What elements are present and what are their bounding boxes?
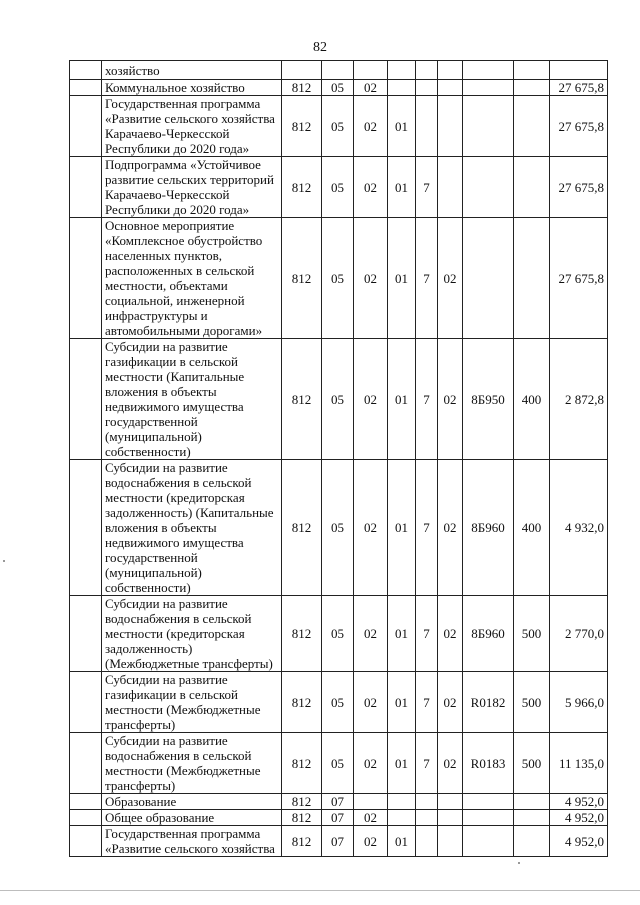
- table-row: [70, 61, 608, 80]
- section-code-cell: 05: [322, 733, 354, 794]
- amount-cell: 27 675,8: [550, 218, 608, 339]
- direction-code-cell: [463, 218, 514, 339]
- row-number-cell: [70, 810, 102, 826]
- subsection-code-cell: 02: [354, 672, 388, 733]
- ministry-code-cell: 812: [282, 596, 322, 672]
- ministry-code-cell: 812: [282, 460, 322, 596]
- subprogram-code-cell: 7: [416, 460, 438, 596]
- ministry-code-cell: 812: [282, 672, 322, 733]
- budget-table: [69, 60, 608, 857]
- main-activity-code-cell: 02: [438, 672, 463, 733]
- expense-type-cell: [514, 810, 550, 826]
- row-number-cell: [70, 218, 102, 339]
- subsection-code-cell: 02: [354, 339, 388, 460]
- subprogram-code-cell: 7: [416, 218, 438, 339]
- amount-cell: 2 872,8: [550, 339, 608, 460]
- program-code-cell: [388, 80, 416, 96]
- direction-code-cell: [463, 96, 514, 157]
- expense-type-cell: 500: [514, 596, 550, 672]
- budget-table-body: [70, 61, 608, 857]
- program-code-cell: [388, 61, 416, 80]
- ministry-code-cell: 812: [282, 826, 322, 857]
- subprogram-code-cell: 7: [416, 733, 438, 794]
- subsection-code-cell: 02: [354, 826, 388, 857]
- section-code-cell: 05: [322, 460, 354, 596]
- main-activity-code-cell: [438, 61, 463, 80]
- direction-code-cell: [463, 826, 514, 857]
- ministry-code-cell: 812: [282, 810, 322, 826]
- main-activity-code-cell: 02: [438, 596, 463, 672]
- expense-type-cell: 400: [514, 339, 550, 460]
- subsection-code-cell: 02: [354, 218, 388, 339]
- subprogram-code-cell: 7: [416, 157, 438, 218]
- item-name-cell: Основное мероприятие «Комплексное обустройство населенных пунктов, расположенных в сельской местности, объектами социальной, инженерной инфраструктуры и автомобильными дорогами»: [102, 218, 282, 339]
- program-code-cell: [388, 794, 416, 810]
- program-code-cell: 01: [388, 596, 416, 672]
- item-name-cell: Образование: [102, 794, 282, 810]
- direction-code-cell: [463, 80, 514, 96]
- table-row: [70, 810, 608, 826]
- subprogram-code-cell: [416, 810, 438, 826]
- subsection-code-cell: 02: [354, 80, 388, 96]
- amount-cell: 4 932,0: [550, 460, 608, 596]
- amount-cell: 4 952,0: [550, 826, 608, 857]
- section-code-cell: 07: [322, 794, 354, 810]
- amount-cell: 27 675,8: [550, 96, 608, 157]
- main-activity-code-cell: [438, 810, 463, 826]
- program-code-cell: 01: [388, 826, 416, 857]
- item-name-cell: Субсидии на развитие газификации в сельской местности (Межбюджетные трансферты): [102, 672, 282, 733]
- direction-code-cell: [463, 61, 514, 80]
- direction-code-cell: R0182: [463, 672, 514, 733]
- subprogram-code-cell: [416, 80, 438, 96]
- subsection-code-cell: [354, 61, 388, 80]
- amount-cell: 5 966,0: [550, 672, 608, 733]
- subsection-code-cell: 02: [354, 596, 388, 672]
- subsection-code-cell: [354, 794, 388, 810]
- subsection-code-cell: 02: [354, 810, 388, 826]
- table-row: [70, 794, 608, 810]
- subprogram-code-cell: 7: [416, 672, 438, 733]
- amount-cell: 27 675,8: [550, 157, 608, 218]
- scan-edge-line: [0, 890, 640, 891]
- program-code-cell: 01: [388, 460, 416, 596]
- main-activity-code-cell: 02: [438, 460, 463, 596]
- direction-code-cell: [463, 810, 514, 826]
- amount-cell: [550, 61, 608, 80]
- table-row: [70, 157, 608, 218]
- direction-code-cell: [463, 794, 514, 810]
- main-activity-code-cell: [438, 794, 463, 810]
- expense-type-cell: [514, 218, 550, 339]
- main-activity-code-cell: [438, 80, 463, 96]
- expense-type-cell: [514, 794, 550, 810]
- expense-type-cell: 500: [514, 733, 550, 794]
- ministry-code-cell: 812: [282, 218, 322, 339]
- amount-cell: 4 952,0: [550, 794, 608, 810]
- main-activity-code-cell: 02: [438, 218, 463, 339]
- item-name-cell: Государственная программа «Развитие сельского хозяйства: [102, 826, 282, 857]
- subprogram-code-cell: [416, 96, 438, 157]
- section-code-cell: [322, 61, 354, 80]
- expense-type-cell: [514, 826, 550, 857]
- section-code-cell: 05: [322, 596, 354, 672]
- table-row: [70, 96, 608, 157]
- row-number-cell: [70, 80, 102, 96]
- table-row: [70, 218, 608, 339]
- section-code-cell: 07: [322, 826, 354, 857]
- table-row: [70, 80, 608, 96]
- section-code-cell: 05: [322, 96, 354, 157]
- row-number-cell: [70, 96, 102, 157]
- direction-code-cell: 8Б960: [463, 596, 514, 672]
- program-code-cell: 01: [388, 339, 416, 460]
- item-name-cell: Субсидии на развитие водоснабжения в сельской местности (кредиторская задолженность) (Межбюджетные трансферты): [102, 596, 282, 672]
- table-row: [70, 733, 608, 794]
- main-activity-code-cell: [438, 826, 463, 857]
- subsection-code-cell: 02: [354, 157, 388, 218]
- scan-speck: [3, 560, 5, 562]
- direction-code-cell: 8Б950: [463, 339, 514, 460]
- expense-type-cell: 400: [514, 460, 550, 596]
- item-name-cell: хозяйство: [102, 61, 282, 80]
- section-code-cell: 05: [322, 672, 354, 733]
- table-row: [70, 672, 608, 733]
- section-code-cell: 05: [322, 157, 354, 218]
- subprogram-code-cell: 7: [416, 596, 438, 672]
- program-code-cell: [388, 810, 416, 826]
- item-name-cell: Общее образование: [102, 810, 282, 826]
- row-number-cell: [70, 826, 102, 857]
- subprogram-code-cell: 7: [416, 339, 438, 460]
- row-number-cell: [70, 596, 102, 672]
- main-activity-code-cell: 02: [438, 339, 463, 460]
- table-row: [70, 339, 608, 460]
- amount-cell: 4 952,0: [550, 810, 608, 826]
- ministry-code-cell: 812: [282, 339, 322, 460]
- ministry-code-cell: 812: [282, 794, 322, 810]
- amount-cell: 27 675,8: [550, 80, 608, 96]
- row-number-cell: [70, 733, 102, 794]
- ministry-code-cell: 812: [282, 733, 322, 794]
- table-row: [70, 460, 608, 596]
- amount-cell: 11 135,0: [550, 733, 608, 794]
- item-name-cell: Субсидии на развитие газификации в сельской местности (Капитальные вложения в объекты недвижимого имущества государственной (муниципальной) собственности): [102, 339, 282, 460]
- subprogram-code-cell: [416, 61, 438, 80]
- ministry-code-cell: 812: [282, 157, 322, 218]
- subprogram-code-cell: [416, 794, 438, 810]
- main-activity-code-cell: [438, 96, 463, 157]
- main-activity-code-cell: 02: [438, 733, 463, 794]
- program-code-cell: 01: [388, 672, 416, 733]
- direction-code-cell: R0183: [463, 733, 514, 794]
- row-number-cell: [70, 339, 102, 460]
- section-code-cell: 05: [322, 218, 354, 339]
- section-code-cell: 05: [322, 339, 354, 460]
- expense-type-cell: [514, 61, 550, 80]
- direction-code-cell: [463, 157, 514, 218]
- expense-type-cell: [514, 157, 550, 218]
- program-code-cell: 01: [388, 218, 416, 339]
- subsection-code-cell: 02: [354, 96, 388, 157]
- row-number-cell: [70, 672, 102, 733]
- row-number-cell: [70, 157, 102, 218]
- expense-type-cell: [514, 80, 550, 96]
- subsection-code-cell: 02: [354, 460, 388, 596]
- section-code-cell: 05: [322, 80, 354, 96]
- page-number: 82: [313, 40, 327, 55]
- row-number-cell: [70, 794, 102, 810]
- program-code-cell: 01: [388, 733, 416, 794]
- item-name-cell: Коммунальное хозяйство: [102, 80, 282, 96]
- program-code-cell: 01: [388, 157, 416, 218]
- table-row: [70, 826, 608, 857]
- ministry-code-cell: [282, 61, 322, 80]
- item-name-cell: Субсидии на развитие водоснабжения в сельской местности (Межбюджетные трансферты): [102, 733, 282, 794]
- amount-cell: 2 770,0: [550, 596, 608, 672]
- ministry-code-cell: 812: [282, 80, 322, 96]
- subsection-code-cell: 02: [354, 733, 388, 794]
- direction-code-cell: 8Б960: [463, 460, 514, 596]
- main-activity-code-cell: [438, 157, 463, 218]
- row-number-cell: [70, 460, 102, 596]
- item-name-cell: Субсидии на развитие водоснабжения в сельской местности (кредиторская задолженность) (Капитальные вложения в объекты недвижимого имущества государственной (муниципальной) собственности): [102, 460, 282, 596]
- table-row: [70, 596, 608, 672]
- item-name-cell: Подпрограмма «Устойчивое развитие сельских территорий Карачаево-Черкесской Республики до 2020 года»: [102, 157, 282, 218]
- scan-speck: [518, 862, 520, 864]
- section-code-cell: 07: [322, 810, 354, 826]
- program-code-cell: 01: [388, 96, 416, 157]
- ministry-code-cell: 812: [282, 96, 322, 157]
- subprogram-code-cell: [416, 826, 438, 857]
- expense-type-cell: 500: [514, 672, 550, 733]
- expense-type-cell: [514, 96, 550, 157]
- item-name-cell: Государственная программа «Развитие сельского хозяйства Карачаево-Черкесской Республики до 2020 года»: [102, 96, 282, 157]
- row-number-cell: [70, 61, 102, 80]
